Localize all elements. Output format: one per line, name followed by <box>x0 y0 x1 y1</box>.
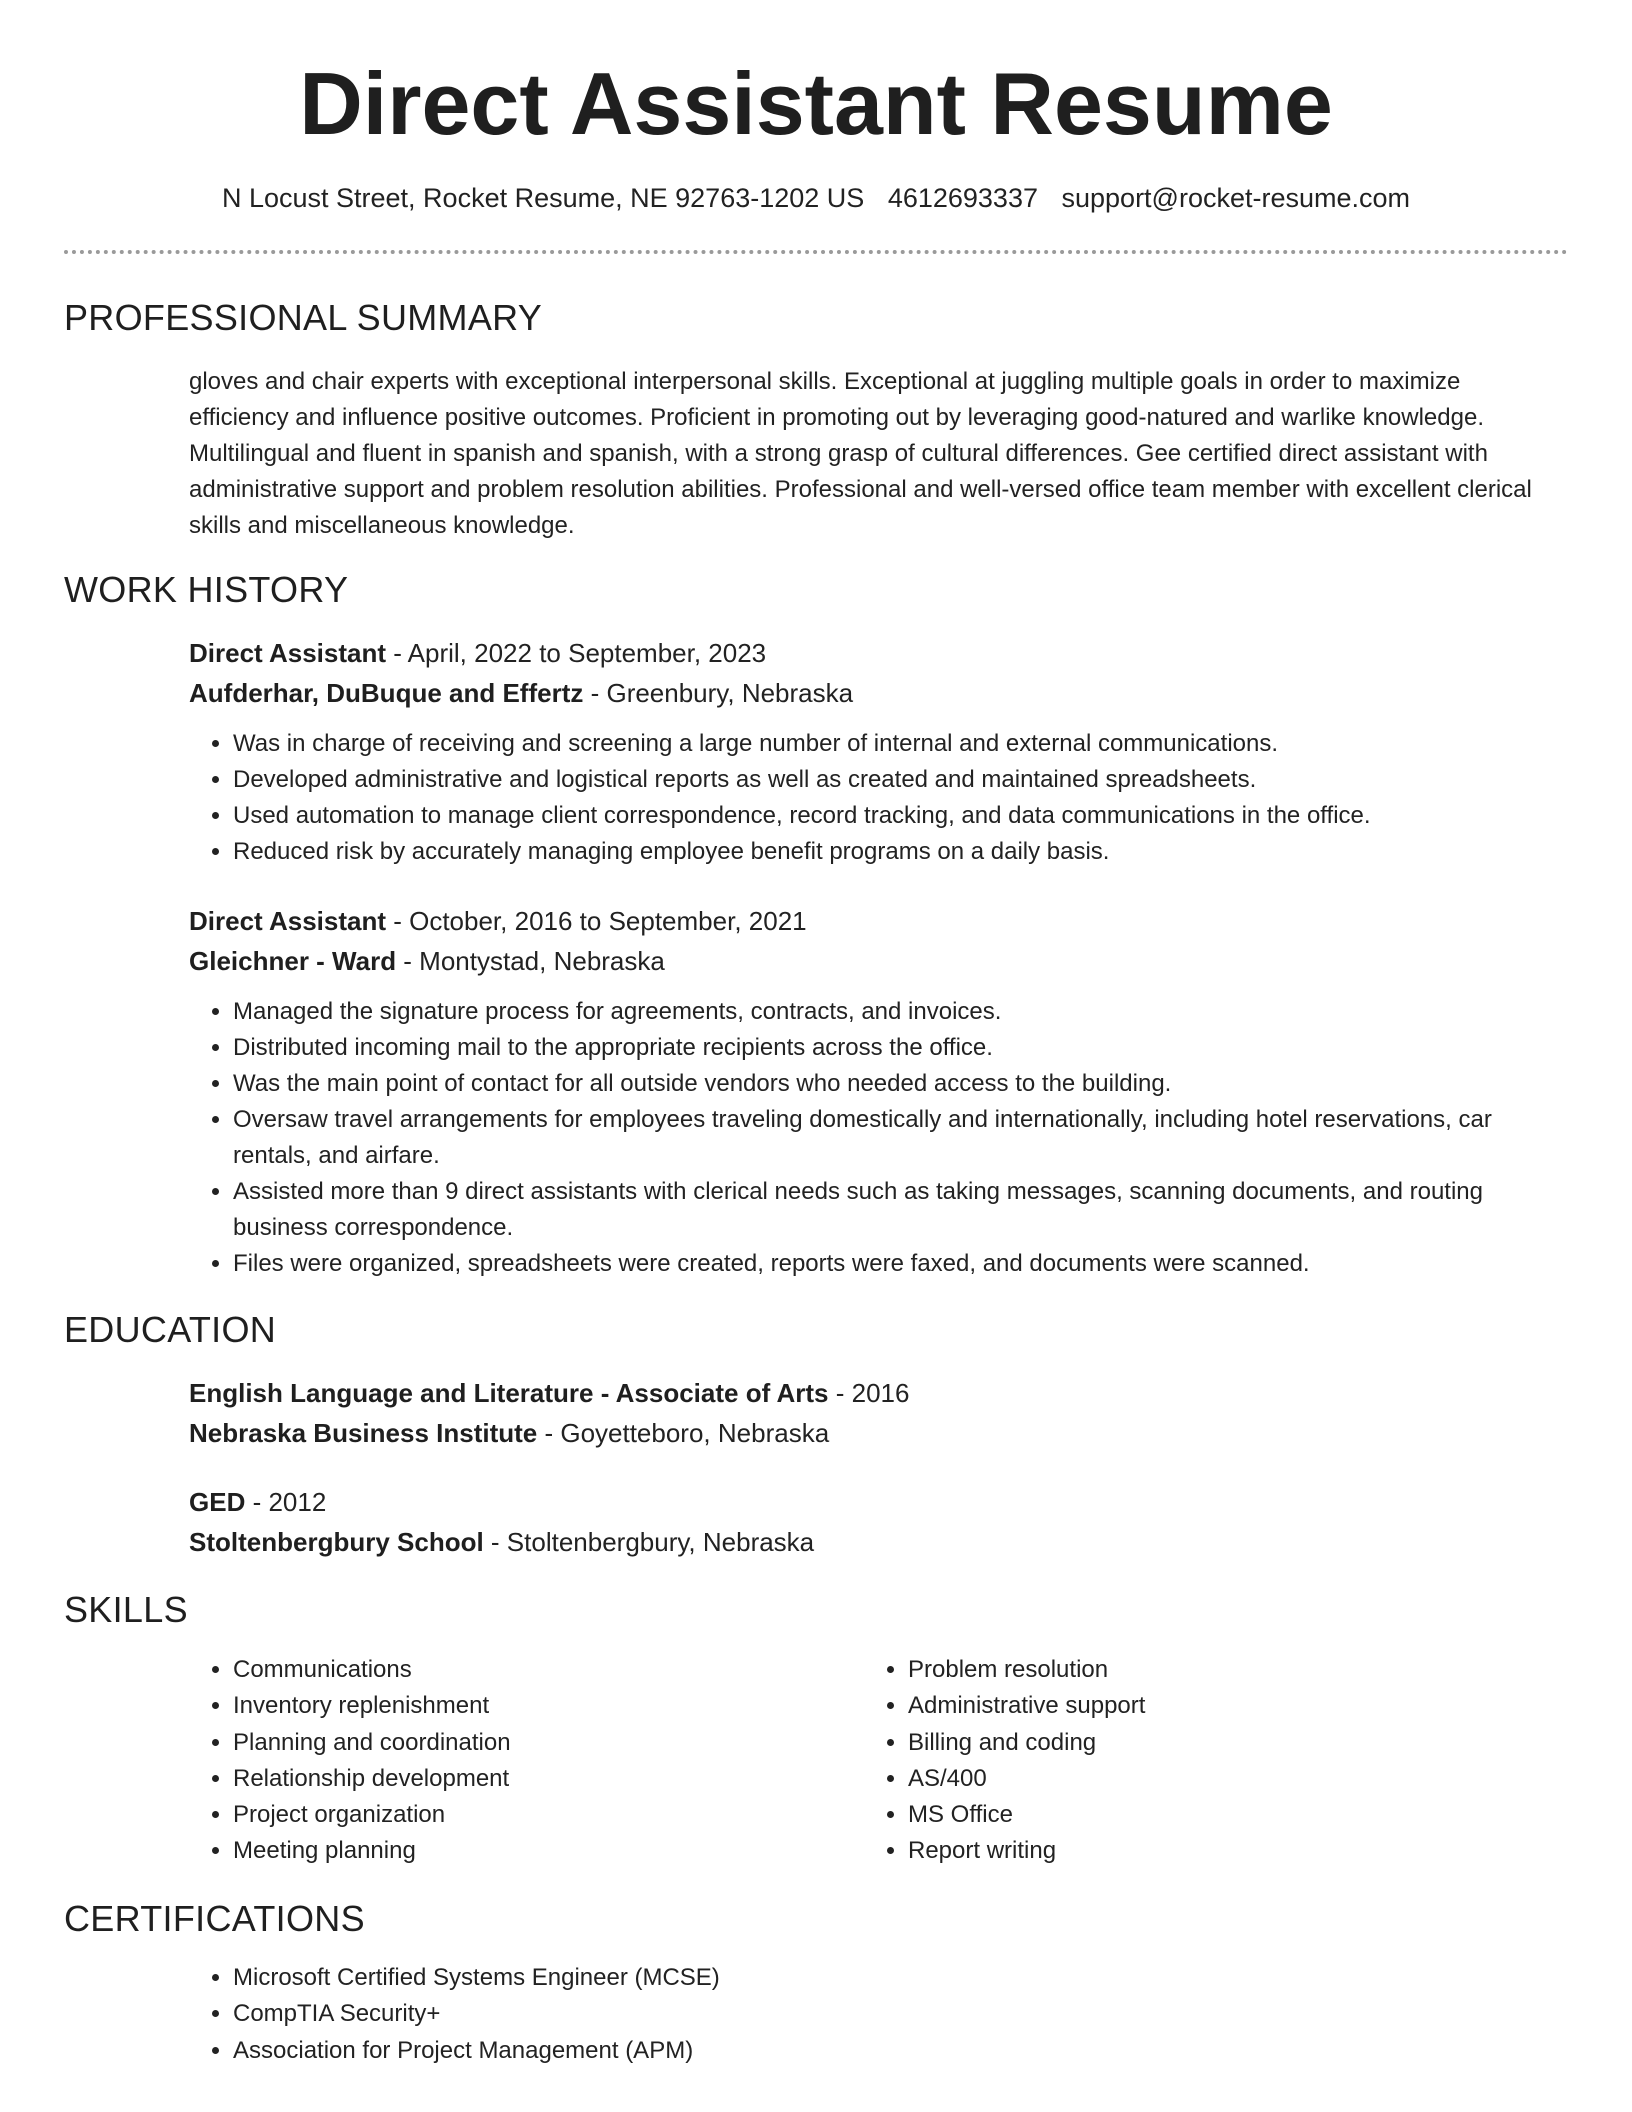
job-company: Gleichner - Ward <box>189 946 397 976</box>
job-bullets <box>189 726 1569 870</box>
list-item: • Relationship development <box>233 1761 789 1797</box>
education-school: Stoltenbergbury School <box>189 1527 484 1557</box>
education-school: Nebraska Business Institute <box>189 1418 538 1448</box>
list-item: • Association for Project Management (APM) <box>233 2033 1089 2069</box>
list-item: • Project organization <box>233 1797 789 1833</box>
list-item: • Billing and coding <box>908 1725 1464 1761</box>
education-school-line <box>189 1523 814 1561</box>
job-location: - Greenbury, Nebraska <box>583 678 854 708</box>
list-item: • Microsoft Certified Systems Engineer (MCSE) <box>233 1960 1089 1996</box>
list-item: • Developed administrative and logistical reports as well as created and maintained spreadsheets. <box>233 762 1569 798</box>
education-school-line <box>189 1414 829 1452</box>
summary-text: gloves and chair experts with exceptional interpersonal skills. Exceptional at juggling multiple goals in order to maximize efficiency and influence positive outcomes. Proficient in promoting out by leveraging good-natured and warlike knowledge. Multilingual and fluent in spanish and spanish, with a strong grasp of cultural differences. Gee certified direct assistant with administrative support and problem resolution abilities. Professional and well-versed office team member with excellent clerical skills and miscellaneous knowledge. <box>189 368 1532 539</box>
list-item: • Was the main point of contact for all outside vendors who needed access to the building. <box>233 1066 1569 1102</box>
education-degree-line <box>189 1374 909 1412</box>
education-degree: English Language and Literature - Associate of Arts <box>189 1378 829 1408</box>
section-heading-education: EDUCATION <box>64 1309 277 1350</box>
list-item: • Distributed incoming mail to the appropriate recipients across the office. <box>233 1030 1569 1066</box>
job-company-line <box>189 942 665 980</box>
list-item: • MS Office <box>908 1797 1464 1833</box>
header-divider <box>64 250 1568 254</box>
job-dates: - April, 2022 to September, 2023 <box>386 638 767 668</box>
job-title-line <box>189 902 807 940</box>
contact-address: N Locust Street, Rocket Resume, NE 92763-1202 US <box>221 183 865 213</box>
job-title: Direct Assistant <box>189 906 386 936</box>
job-bullets <box>189 994 1569 1282</box>
list-item: • Meeting planning <box>233 1833 789 1869</box>
education-year: - 2016 <box>828 1378 910 1408</box>
list-item: • Oversaw travel arrangements for employees traveling domestically and internationally, including hotel reservations, car rentals, and airfare. <box>233 1102 1569 1174</box>
education-location: - Goyetteboro, Nebraska <box>537 1418 830 1448</box>
list-item: • Inventory replenishment <box>233 1688 789 1724</box>
job-company-line <box>189 674 853 712</box>
section-heading-certifications: CERTIFICATIONS <box>64 1898 365 1939</box>
list-item: • CompTIA Security+ <box>233 1996 1089 2032</box>
list-item: • Files were organized, spreadsheets were created, reports were faxed, and documents were scanned. <box>233 1246 1569 1282</box>
list-item: • Administrative support <box>908 1688 1464 1724</box>
skills-list-right <box>864 1652 1464 1870</box>
job-title: Direct Assistant <box>189 638 386 668</box>
job-company: Aufderhar, DuBuque and Effertz <box>189 678 584 708</box>
list-item: • Problem resolution <box>908 1652 1464 1688</box>
contact-phone: 4612693337 <box>887 183 1038 213</box>
resume-title: Direct Assistant Resume <box>299 54 1333 153</box>
job-location: - Montystad, Nebraska <box>396 946 665 976</box>
job-title-line <box>189 634 766 672</box>
education-degree-line <box>189 1483 326 1521</box>
section-heading-skills: SKILLS <box>64 1589 188 1630</box>
list-item: • AS/400 <box>908 1761 1464 1797</box>
list-item: • Assisted more than 9 direct assistants with clerical needs such as taking messages, scanning documents, and routing business correspondence. <box>233 1174 1569 1246</box>
list-item: • Planning and coordination <box>233 1725 789 1761</box>
section-heading-summary: PROFESSIONAL SUMMARY <box>64 297 543 338</box>
certifications-list <box>189 1960 1089 2069</box>
section-heading-work: WORK HISTORY <box>64 569 349 610</box>
education-location: - Stoltenbergbury, Nebraska <box>483 1527 815 1557</box>
list-item: • Report writing <box>908 1833 1464 1869</box>
education-degree: GED <box>189 1487 246 1517</box>
education-year: - 2012 <box>245 1487 327 1517</box>
list-item: • Was in charge of receiving and screening a large number of internal and external communications. <box>233 726 1569 762</box>
contact-line <box>0 178 1632 218</box>
list-item: • Communications <box>233 1652 789 1688</box>
list-item: • Reduced risk by accurately managing employee benefit programs on a daily basis. <box>233 834 1569 870</box>
contact-email: support@rocket-resume.com <box>1061 183 1411 213</box>
list-item: • Used automation to manage client correspondence, record tracking, and data communications in the office. <box>233 798 1569 834</box>
list-item: • Managed the signature process for agreements, contracts, and invoices. <box>233 994 1569 1030</box>
job-dates: - October, 2016 to September, 2021 <box>386 906 807 936</box>
skills-list-left <box>189 1652 789 1870</box>
